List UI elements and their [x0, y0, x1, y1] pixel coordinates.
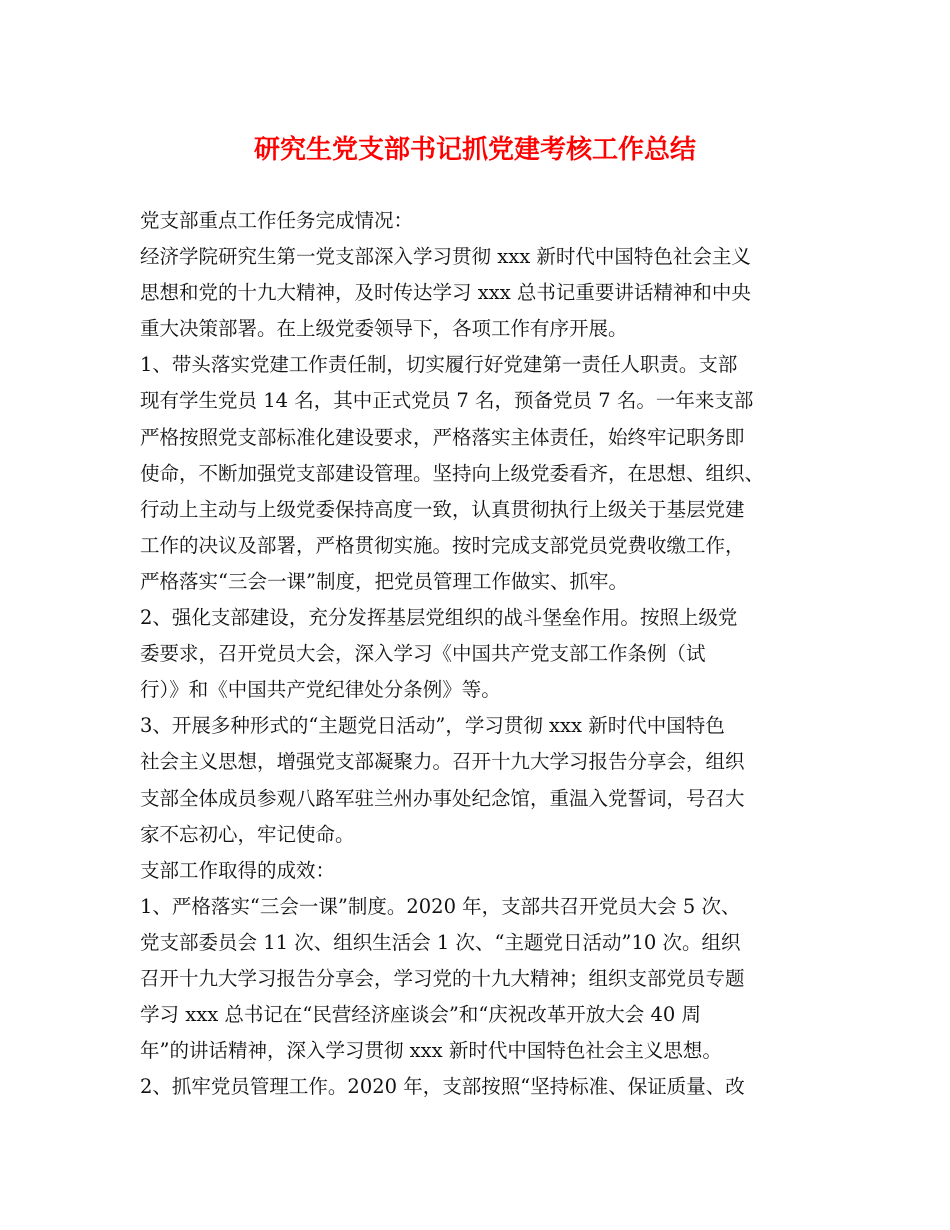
body-line: 党支部重点工作任务完成情况： — [140, 209, 414, 232]
body-line: 1、带头落实党建工作责任制，切实履行好党建第一责任人职责。支部 — [140, 353, 738, 377]
body-line: 使命，不断加强党支部建设管理。坚持向上级党委看齐，在思想、组织、 — [140, 461, 765, 485]
body-line: 严格落实“三会一课”制度，把党员管理工作做实、抓牢。 — [140, 569, 628, 593]
document-title: 研究生党支部书记抓党建考核工作总结 — [253, 135, 696, 165]
document-body — [140, 203, 820, 1105]
body-line: 思想和党的十九大精神，及时传达学习 xxx 总书记重要讲话精神和中央 — [140, 281, 751, 305]
body-line: 学习 xxx 总书记在“民营经济座谈会”和“庆祝改革开放大会 40 周 — [140, 1003, 702, 1027]
body-line: 行）》和《中国共产党纪律处分条例》等。 — [140, 678, 501, 702]
body-line: 委要求，召开党员大会，深入学习《中国共产党支部工作条例（试 — [140, 642, 706, 666]
body-line: 召开十九大学习报告分享会，学习党的十九大精神；组织支部党员专题 — [140, 966, 745, 990]
body-line: 支部全体成员参观八路军驻兰州办事处纪念馆，重温入党誓词，号召大 — [140, 786, 745, 810]
body-line: 1、严格落实“三会一课”制度。2020 年，支部共召开党员大会 5 次、 — [140, 894, 741, 918]
body-line: 严格按照党支部标准化建设要求，严格落实主体责任，始终牢记职务即 — [140, 425, 745, 449]
body-line: 社会主义思想，增强党支部凝聚力。召开十九大学习报告分享会，组织 — [140, 750, 745, 774]
body-line: 2、强化支部建设，充分发挥基层党组织的战斗堡垒作用。按照上级党 — [140, 606, 738, 630]
body-line: 支部工作取得的成效： — [140, 858, 336, 882]
body-line: 经济学院研究生第一党支部深入学习贯彻 xxx 新时代中国特色社会主义 — [140, 245, 751, 269]
body-line: 现有学生党员 14 名，其中正式党员 7 名，预备党员 7 名。一年来支部 — [140, 389, 754, 413]
body-line: 2、抓牢党员管理工作。2020 年，支部按照“坚持标准、保证质量、改 — [140, 1075, 745, 1099]
body-line: 年”的讲话精神，深入学习贯彻 xxx 新时代中国特色社会主义思想。 — [140, 1039, 722, 1063]
body-line: 党支部委员会 11 次、组织生活会 1 次、“主题党日活动”10 次。组织 — [140, 930, 741, 954]
body-line: 重大决策部署。在上级党委领导下，各项工作有序开展。 — [140, 317, 628, 341]
body-line: 家不忘初心，牢记使命。 — [140, 822, 355, 846]
body-line: 工作的决议及部署，严格贯彻实施。按时完成支部党员党费收缴工作， — [140, 533, 745, 557]
body-line: 3、开展多种形式的“主题党日活动”，学习贯彻 xxx 新时代中国特色 — [140, 714, 725, 738]
body-line: 行动上主动与上级党委保持高度一致，认真贯彻执行上级关于基层党建 — [140, 497, 745, 521]
